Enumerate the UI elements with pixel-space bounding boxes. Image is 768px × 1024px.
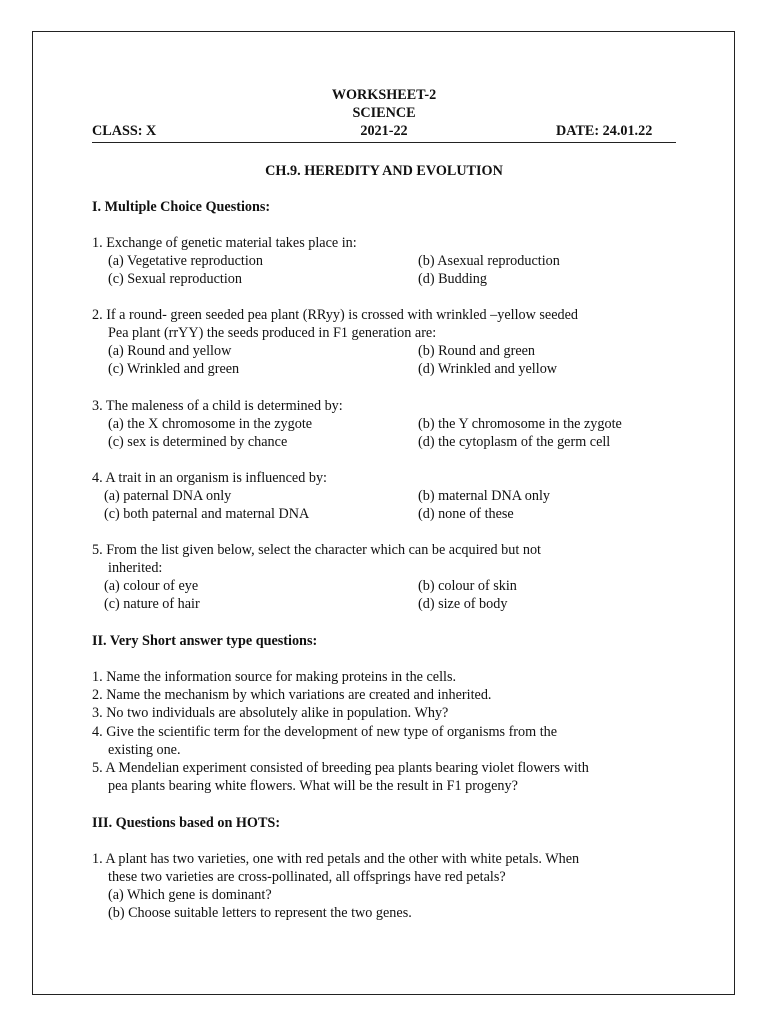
vsa-question-2: 2. Name the mechanism by which variations are created and inherited. [92, 687, 492, 703]
vsa-question-1: 1. Name the information source for making proteins in the cells. [92, 669, 457, 685]
mcq2-option-a: (a) Round and yellow [108, 343, 232, 359]
mcq4-question: 4. A trait in an organism is influenced by: [92, 470, 327, 486]
worksheet-title: WORKSHEET-2 [331, 87, 437, 103]
mcq3-option-c: (c) sex is determined by chance [108, 434, 288, 450]
mcq1-option-b: (b) Asexual reproduction [418, 253, 560, 269]
mcq3-option-d: (d) the cytoplasm of the germ cell [418, 434, 611, 450]
vsa-question-3: 3. No two individuals are absolutely alike in population. Why? [92, 705, 449, 721]
mcq1-option-c: (c) Sexual reproduction [108, 271, 242, 287]
mcq5-option-c: (c) nature of hair [104, 596, 200, 612]
hots-question-1-line2: these two varieties are cross-pollinated, all offsprings have red petals? [108, 869, 506, 885]
subject-title: SCIENCE [352, 105, 416, 121]
mcq3-option-a: (a) the X chromosome in the zygote [108, 416, 313, 432]
mcq5-option-a: (a) colour of eye [104, 578, 199, 594]
mcq5-question-line2: inherited: [108, 560, 163, 576]
hots-question-1-line1: 1. A plant has two varieties, one with red petals and the other with white petals. When [92, 851, 580, 867]
mcq4-option-a: (a) paternal DNA only [104, 488, 232, 504]
mcq4-option-b: (b) maternal DNA only [418, 488, 550, 504]
header-rule [92, 142, 676, 143]
mcq2-option-d: (d) Wrinkled and yellow [418, 361, 558, 377]
session-label: 2021-22 [360, 123, 408, 139]
mcq2-question-line1: 2. If a round- green seeded pea plant (RRyy) is crossed with wrinkled –yellow seeded [92, 307, 578, 323]
mcq5-question-line1: 5. From the list given below, select the character which can be acquired but not [92, 542, 541, 558]
mcq3-option-b: (b) the Y chromosome in the zygote [418, 416, 622, 432]
mcq3-question: 3. The maleness of a child is determined by: [92, 398, 343, 414]
mcq2-question-line2: Pea plant (rrYY) the seeds produced in F1 generation are: [108, 325, 437, 341]
chapter-title: CH.9. HEREDITY AND EVOLUTION [265, 163, 503, 179]
section2-heading: II. Very Short answer type questions: [92, 633, 318, 649]
vsa-question-5-line2: pea plants bearing white flowers. What will be the result in F1 progeny? [108, 778, 518, 794]
mcq1-option-a: (a) Vegetative reproduction [108, 253, 263, 269]
mcq5-option-d: (d) size of body [418, 596, 508, 612]
vsa-question-4-line2: existing one. [108, 742, 181, 758]
hots-question-1-part-a: (a) Which gene is dominant? [108, 887, 272, 903]
vsa-question-4-line1: 4. Give the scientific term for the development of new type of organisms from the [92, 724, 558, 740]
mcq5-option-b: (b) colour of skin [418, 578, 517, 594]
section1-heading: I. Multiple Choice Questions: [92, 199, 271, 215]
section3-heading: III. Questions based on HOTS: [92, 815, 281, 831]
date-label: DATE: 24.01.22 [556, 123, 653, 139]
mcq1-option-d: (d) Budding [418, 271, 487, 287]
vsa-question-5-line1: 5. A Mendelian experiment consisted of breeding pea plants bearing violet flowers with [92, 760, 589, 776]
mcq1-question: 1. Exchange of genetic material takes place in: [92, 235, 357, 251]
mcq2-option-c: (c) Wrinkled and green [108, 361, 240, 377]
mcq4-option-c: (c) both paternal and maternal DNA [104, 506, 310, 522]
mcq2-option-b: (b) Round and green [418, 343, 536, 359]
class-label: CLASS: X [92, 123, 157, 139]
hots-question-1-part-b: (b) Choose suitable letters to represent the two genes. [108, 905, 412, 921]
mcq4-option-d: (d) none of these [418, 506, 514, 522]
